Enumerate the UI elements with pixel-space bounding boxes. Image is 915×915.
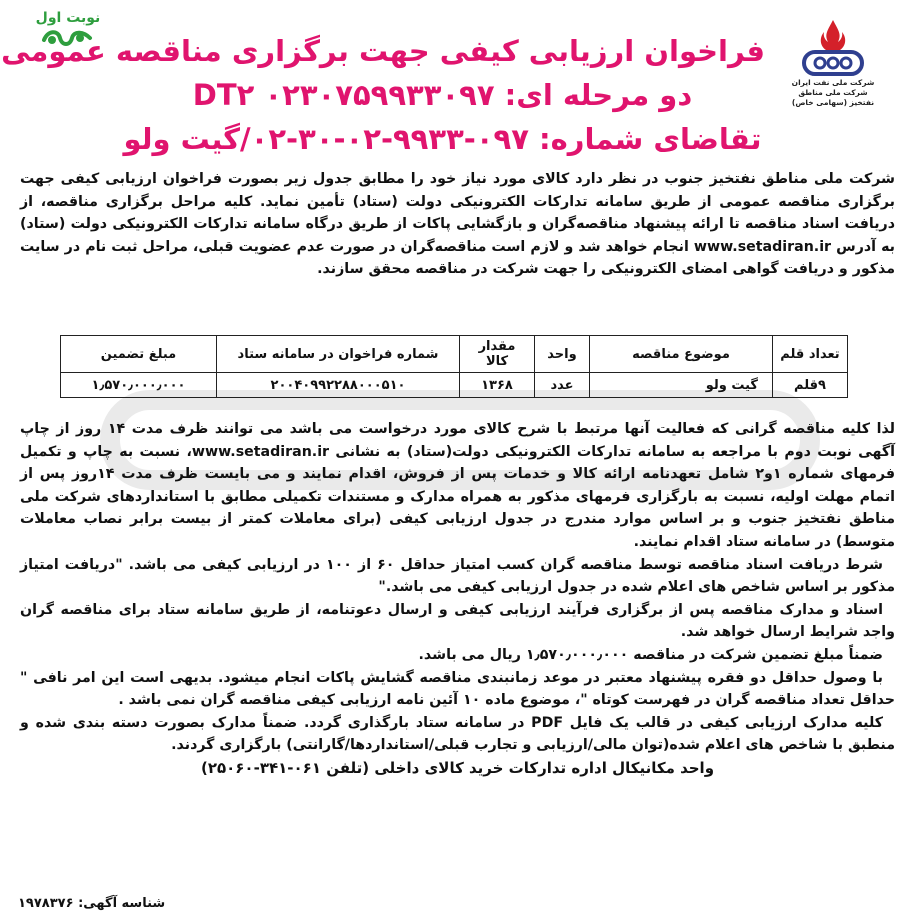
paragraph-score: شرط دریافت اسناد مناقصه توسط مناقصه گران کسب امتیاز حداقل ۶۰ از ۱۰۰ در ارزیابی کیفی می باشد. "دریافت امتیاز مذکور بر اساس شاخص های اعلام شده در جدول ارزیابی کیفی می باشد." <box>20 556 895 596</box>
table-row <box>61 373 848 398</box>
logo-company-line: نفتخیز (سهامی خاص) <box>791 98 875 107</box>
col-header-guarantee: مبلغ تضمین <box>61 336 217 373</box>
col-header-quantity: مقدار کالا <box>460 336 535 373</box>
tender-table <box>60 335 848 398</box>
company-logo <box>773 16 893 108</box>
flame-logo-icon <box>798 16 868 78</box>
intro-paragraph: شرکت ملی مناطق نفتخیز جنوب در نظر دارد کالای مورد نیاز خود را مطابق جدول زیر بصورت فراخوان ارزیابی کیفی جهت برگزاری مناقصه عمومی از طریق سامانه تدارکات الکترونیکی دولت (ستاد) تأمین نماید. کلیه مراحل برگزاری مناقصه، از دریافت اسناد مناقصه تا ارائه پیشنهاد مناقصه‌گران و بازگشایی پاکات از طریق درگاه سامانه تدارکات الکترونیکی دولت (ستاد) به آدرس www.setadiran.ir انجام خواهد شد و لازم است مناقصه‌گران در صورت عدم عضویت قبلی، مراحل ثبت نام در سایت مذکور و دریافت گواهی امضای الکترونیکی را جهت شرکت در مناقصه محقق سازند. <box>20 171 896 278</box>
col-header-subject: موضوع مناقصه <box>590 336 773 373</box>
tender-number: دو مرحله ای: DT۲ ۰۲۳۰۷۵۹۹۳۳۰۹۷ <box>192 78 693 112</box>
col-header-call-number: شماره فراخوان در سامانه ستاد <box>217 336 460 373</box>
col-header-items: تعداد قلم <box>773 336 848 373</box>
cell-call-number: ۲۰۰۴۰۹۹۲۲۸۸۰۰۰۵۱۰ <box>217 373 460 398</box>
table-header-row <box>61 336 848 373</box>
paragraph-guarantee: ضمناً مبلغ تضمین شرکت در مناقصه ۱٫۵۷۰٫۰۰۰٫۰۰۰ ریال می باشد. <box>418 646 883 663</box>
page-title: فراخوان ارزیابی کیفی جهت برگزاری مناقصه عمومی <box>1 34 765 68</box>
cell-items: ۹قلم <box>773 373 848 398</box>
logo-company-line: شرکت ملی نفت ایران <box>791 78 875 87</box>
logo-company-line: شرکت ملی مناطق <box>798 88 868 97</box>
request-number: تقاضای شماره: ۰۹۷-۹۹۳۳-۰۲-۳۰-۰۲/گیت ولو <box>123 122 762 156</box>
ad-id: شناسه آگهی: ۱۹۷۸۳۷۶ <box>18 896 166 911</box>
paragraph-proposals: با وصول حداقل دو فقره پیشنهاد معتبر در موعد زمانبندی مناقصه گشایش پاکات انجام میشود. بدیهی است این امر نافی " حداقل تعداد مناقصه گران در فهرست کوتاه "، موضوع ماده ۱۰ آئین نامه ارزیابی کیفی مناقصه گران نمی باشد . <box>20 669 895 709</box>
header <box>0 0 915 165</box>
cell-subject: گیت ولو <box>590 373 773 398</box>
body-text <box>20 418 895 780</box>
cell-unit: عدد <box>535 373 590 398</box>
paragraph-deadline: لذا کلیه مناقصه گرانی که فعالیت آنها مرتبط با شرح کالای مورد درخواست می باشد می توانند ظرف مدت ۱۴ روز از چاپ آگهی نوبت دوم با مراجعه به سامانه تدارکات الکترونیکی دولت(ستاد) به نشانی www.setadiran.ir، نسبت به چاپ و تکمیل فرمهای شماره ۱و۲ شامل تعهدنامه ارائه کالا و خدمات پس از فروش، اقدام نمایند و می بایست ظرف مدت ۱۴روز پس از اتمام مهلت اولیه، نسبت به بارگزاری فرمهای مذکور به همراه مدارک و مستندات تکمیلی مطابق با استانداردهای شرکت ملی مناطق نفتخیز جنوب و بر اساس موارد مندرج در جدول ارزیابی کیفی (برای معاملات کمتر از بیست برابر نصاب معاملات متوسط) در سامانه ستاد اقدام نمایند. <box>20 421 896 550</box>
paragraph-upload: کلیه مدارک ارزیابی کیفی در قالب یک فایل PDF در سامانه ستاد بارگذاری گردد. ضمناً مدارک بصورت دسته بندی شده و منطبق با شاخص های اعلام شده(توان مالی/ارزیابی و تجارب قبلی/استانداردها/گارانتی) بارگزاری گردند. <box>20 714 895 754</box>
paragraph-documents: اسناد و مدارک مناقصه پس از برگزاری فرآیند ارزیابی کیفی و ارسال دعوتنامه، از طریق سامانه ستاد برای مناقصه گران واجد شرایط ارسال خواهد شد. <box>20 601 895 641</box>
badge-label: نوبت اول <box>35 10 101 26</box>
cell-quantity: ۱۳۶۸ <box>460 373 535 398</box>
col-header-unit: واحد <box>535 336 590 373</box>
cell-guarantee: ۱٫۵۷۰٫۰۰۰٫۰۰۰ <box>61 373 217 398</box>
contact-footer: واحد مکانیکال اداره تدارکات خرید کالای داخلی (تلفن ۰۶۱-۳۴۱-۲۵۰۶۰) <box>200 758 715 777</box>
